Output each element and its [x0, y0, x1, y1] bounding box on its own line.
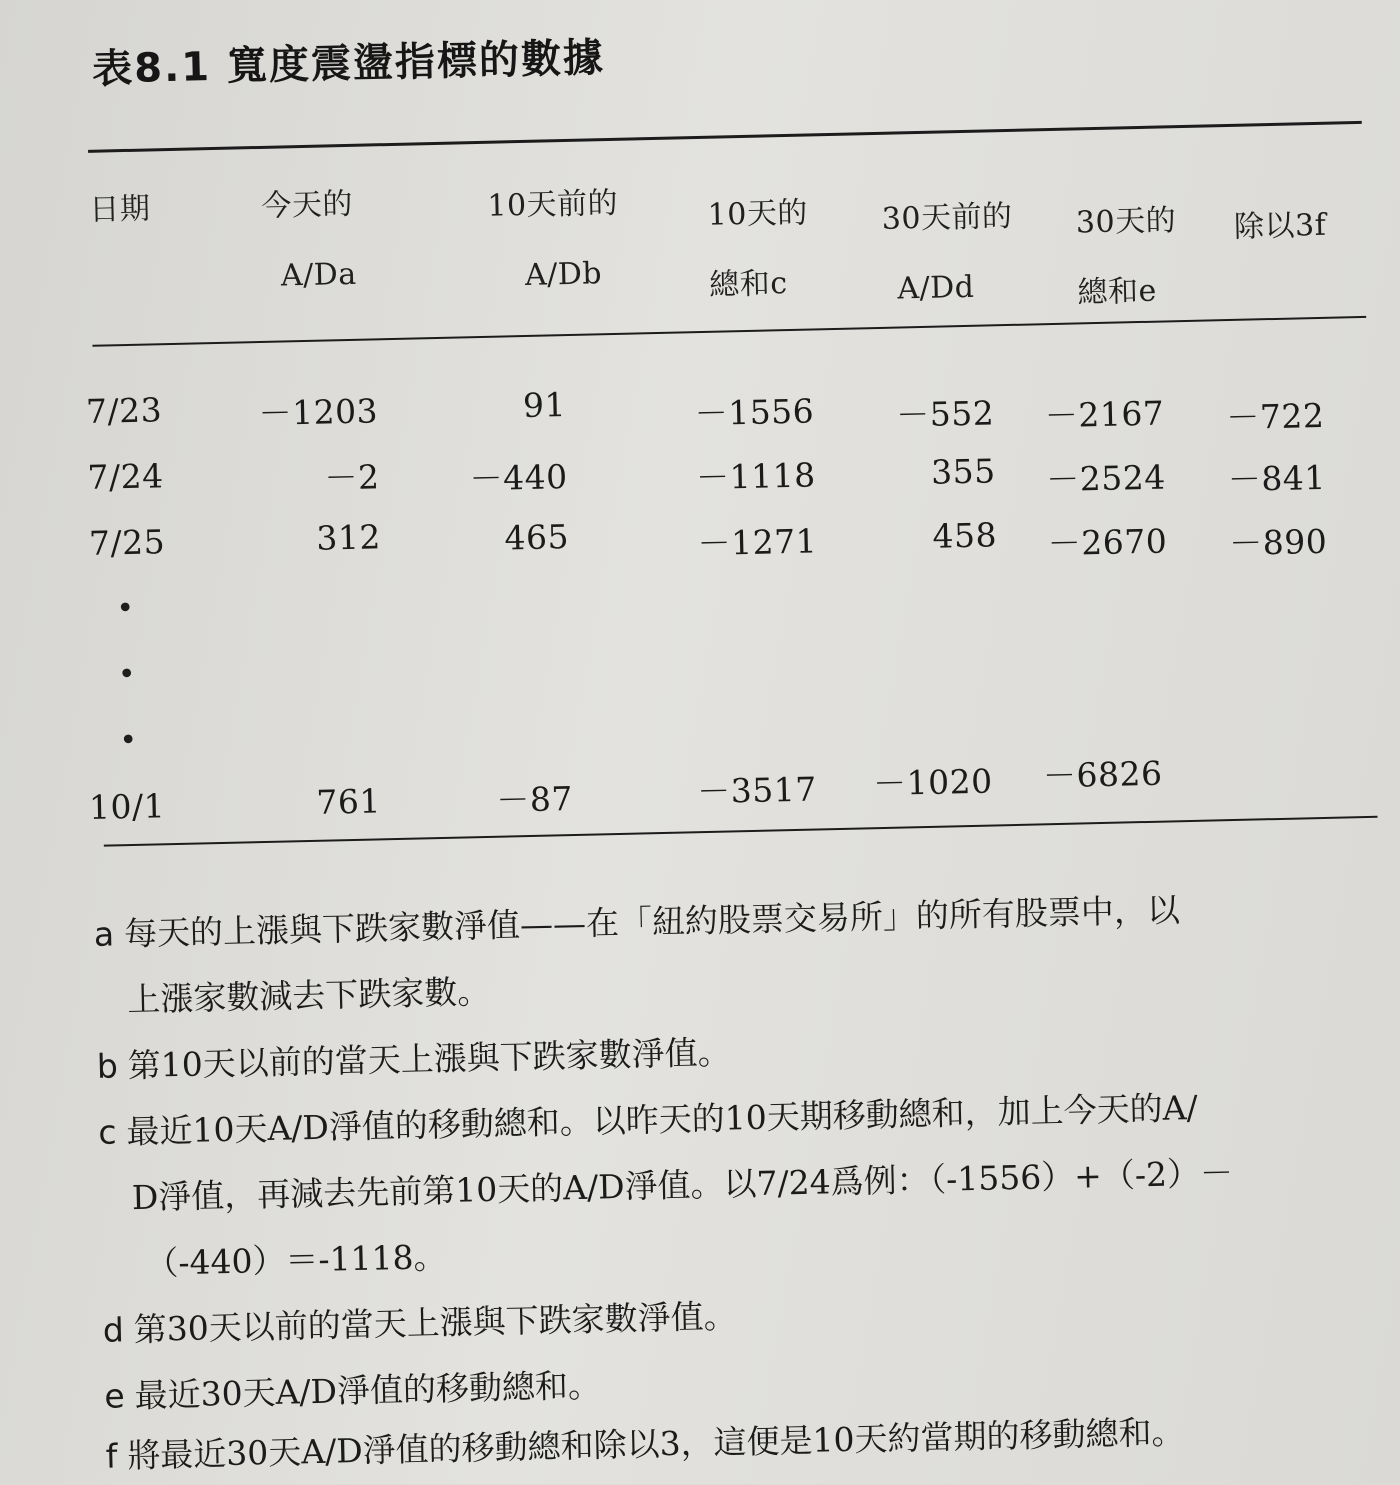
header-line1: 10天前的: [487, 185, 619, 224]
cell-30days-ago-ad: －1020: [872, 761, 994, 804]
footnote-text: 每天的上漲與下跌家數淨值——在「紐約股票交易所」的所有股票中，以: [123, 890, 1181, 954]
header-30days-ago-ad: [881, 198, 1014, 307]
cell-divided-by-3: [1172, 740, 1332, 744]
footnote-e: [103, 1365, 602, 1416]
footnote-text: 第10天以前的當天上漲與下跌家數淨值。: [127, 1032, 732, 1086]
header-line2: 總和e: [1077, 273, 1158, 310]
header-10day-sum: [707, 195, 809, 303]
footnote-text: 第30天以前的當天上漲與下跌家數淨值。: [133, 1296, 738, 1350]
cell-divided-by-3: －841: [1227, 457, 1327, 500]
ellipsis-dot: •: [119, 722, 138, 759]
cell-10day-sum: －1556: [694, 391, 815, 434]
footnote-c: [97, 1087, 1198, 1152]
header-line1: 10天的: [707, 195, 809, 233]
header-line1: 日期: [89, 191, 151, 228]
cell-30day-sum: －6826: [1042, 753, 1163, 796]
cell-today-ad: －1203: [258, 391, 379, 434]
footnote-a: [93, 890, 1181, 954]
top-rule: [88, 121, 1362, 153]
cell-divided-by-3: －722: [1225, 395, 1325, 438]
cell-10days-ago-ad: 465: [504, 517, 570, 558]
header-line1: 30天前的: [881, 198, 1013, 237]
footnote-tag: f: [105, 1436, 118, 1476]
cell-30day-sum: －2670: [1047, 521, 1168, 564]
ellipsis-dot: •: [117, 656, 137, 693]
cell-date: 7/24: [87, 456, 165, 497]
footnote-f: [105, 1412, 1185, 1476]
header-line1: 今天的: [260, 186, 354, 224]
cell-30days-ago-ad: －552: [895, 393, 995, 435]
footnote-tag: e: [103, 1376, 126, 1416]
cell-date: 10/1: [88, 786, 166, 827]
cell-today-ad: －2: [324, 457, 380, 498]
footnote-tag: b: [96, 1046, 119, 1086]
header-date: [89, 193, 151, 226]
footnote-a-continued: [126, 971, 491, 1020]
cell-10day-sum: －1271: [697, 521, 818, 564]
footnote-text: （-440）＝-1118。: [144, 1236, 447, 1283]
header-line2: A/Da: [280, 256, 358, 293]
cell-10days-ago-ad: －87: [495, 779, 574, 820]
cell-divided-by-3: －890: [1228, 521, 1328, 564]
header-line2: A/Dd: [896, 269, 975, 307]
footnote-text: 最近10天A/D淨值的移動總和。以昨天的10天期移動總和，加上今天的A/: [126, 1087, 1198, 1152]
header-line2: 總和c: [708, 265, 788, 303]
cell-10days-ago-ad: －440: [469, 457, 569, 499]
footnote-tag: c: [97, 1112, 117, 1152]
header-line2: A/Db: [524, 255, 603, 293]
cell-30day-sum: －2167: [1044, 393, 1165, 436]
footnote-text: 上漲家數減去下跌家數。: [126, 971, 491, 1020]
cell-30day-sum: －2524: [1045, 457, 1167, 500]
cell-30days-ago-ad: 355: [930, 451, 996, 492]
footnote-b: [96, 1032, 732, 1086]
table-title: 表8.1 寬度震盪指標的數據: [91, 35, 606, 93]
cell-10day-sum: －3517: [696, 769, 818, 812]
header-rule: [92, 316, 1366, 347]
footnote-c-continued: [144, 1236, 447, 1283]
header-today-ad: [260, 186, 358, 293]
cell-10days-ago-ad: 91: [522, 385, 567, 426]
header-10days-ago-ad: [487, 185, 620, 293]
cell-today-ad: 761: [315, 781, 382, 822]
footnote-c-continued: [131, 1153, 1234, 1218]
footnote-d: [102, 1296, 738, 1350]
footnote-tag: a: [93, 914, 115, 954]
cell-10day-sum: －1118: [695, 455, 817, 498]
cell-30days-ago-ad: 458: [932, 515, 998, 556]
cell-date: 7/25: [88, 522, 166, 563]
header-30day-sum: [1076, 205, 1178, 308]
header-divided-by-3: [1233, 207, 1327, 245]
footnote-text: 最近30天A/D淨值的移動總和。: [134, 1365, 602, 1416]
ellipsis-dot: •: [116, 590, 135, 627]
footnote-text: D淨值，再減去先前第10天的A/D淨值。以7/24爲例：（-1556）+（-2）－: [131, 1153, 1234, 1218]
footnote-text: 將最近30天A/D淨值的移動總和除以3，這便是10天約當期的移動總和。: [126, 1412, 1185, 1476]
footnote-tag: d: [102, 1310, 125, 1350]
header-line1: 30天的: [1075, 203, 1177, 241]
cell-date: 7/23: [85, 390, 163, 431]
cell-today-ad: 312: [315, 517, 382, 558]
header-line1: 除以3f: [1233, 207, 1327, 245]
